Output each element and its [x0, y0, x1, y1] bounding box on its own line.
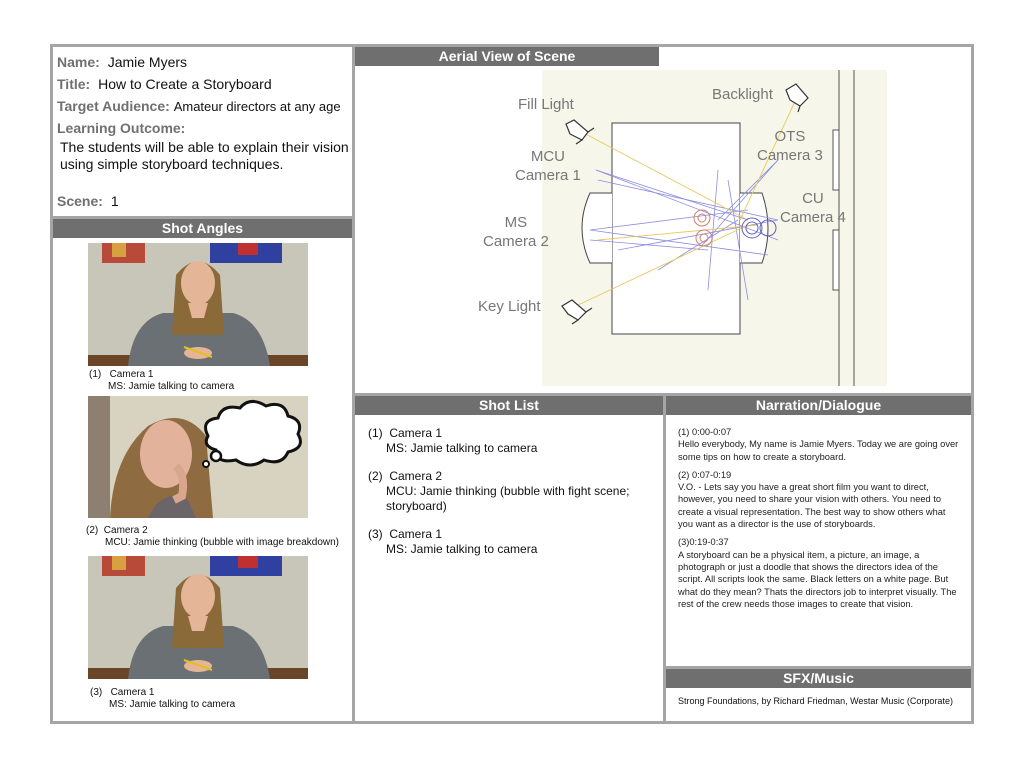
key-light-label: Key Light [478, 298, 541, 315]
left-divider [352, 47, 355, 721]
scene-row [57, 193, 119, 209]
shot-caption-2-desc: MCU: Jamie thinking (bubble with image breakdown) [105, 537, 339, 548]
name-row [57, 54, 187, 70]
shot-camera: Camera 2 [389, 469, 443, 483]
shot-list [368, 426, 653, 570]
shot-caption-2 [86, 525, 339, 549]
backlight-label: Backlight [712, 86, 773, 103]
outcome-text: The students will be able to explain their vision using simple storyboard techniques. [60, 139, 349, 172]
shot-desc: MS: Jamie talking to camera [386, 441, 538, 455]
narration-body: Hello everybody, My name is Jamie Myers. Today we are going over some tips on how to create a storyboard. [678, 439, 959, 462]
name-label: Name: [57, 54, 100, 70]
shot-photo-1 [88, 243, 308, 366]
cu-label: CU [802, 190, 824, 207]
sfx-header: SFX/Music [666, 669, 971, 688]
outcome-label: Learning Outcome: [57, 120, 186, 136]
mcu-label: MCU [530, 148, 566, 165]
aerial-header: Aerial View of Scene [355, 47, 659, 66]
camera2-label: Camera 2 [483, 233, 549, 250]
scene-value: 1 [110, 193, 119, 209]
shot-desc: MCU: Jamie thinking (bubble with fight scene; storyboard) [386, 484, 630, 513]
ots-label: OTS [774, 128, 806, 145]
audience-value: Amateur directors at any age [173, 99, 341, 114]
narration-body: A storyboard can be a physical item, a picture, an image, a photograph or just a doodle that shows the directors idea of the script. All scripts look the same. Black letters on a white page. But what do they mean? Thats the directors job to interpret visually. The rest of the crew needs those images to create that vision. [678, 549, 957, 609]
sfx-divider [664, 666, 971, 669]
narration-time: (3)0:19-0:37 [678, 537, 729, 548]
shot-caption-1 [89, 369, 234, 393]
narration-block [678, 426, 963, 463]
shot-list-item [368, 426, 653, 456]
ms-camera2-label [483, 213, 549, 251]
camera4-label: Camera 4 [780, 209, 846, 226]
narration-header: Narration/Dialogue [666, 396, 971, 415]
sfx-text: Strong Foundations, by Richard Friedman, Westar Music (Corporate) [678, 696, 953, 706]
shot-caption-3-num: (3) [90, 687, 103, 698]
shot-desc: MS: Jamie talking to camera [386, 542, 538, 556]
mcu-camera1-label [515, 147, 581, 185]
shot-num: (3) [368, 527, 383, 541]
narration-time: (1) 0:00-0:07 [678, 427, 732, 437]
aerial-diagram [478, 70, 898, 388]
shot-num: (1) [368, 426, 383, 440]
shot-caption-1-num: (1) [89, 369, 102, 380]
cu-camera4-label [780, 189, 846, 227]
ms-label: MS [504, 214, 528, 231]
audience-row [57, 98, 341, 114]
shot-list-item [368, 527, 653, 557]
camera3-label: Camera 3 [757, 147, 823, 164]
shot-list-item [368, 469, 653, 514]
narration-block [678, 536, 963, 610]
shot-angles-header: Shot Angles [53, 219, 352, 238]
shot-caption-1-camera: Camera 1 [109, 369, 154, 380]
ots-camera3-label [757, 127, 823, 165]
narration-text [678, 426, 963, 616]
shot-photo-2 [88, 396, 308, 518]
shot-caption-2-num: (2) [86, 525, 99, 536]
scene-label: Scene: [57, 193, 103, 209]
camera1-label: Camera 1 [515, 167, 581, 184]
shot-num: (2) [368, 469, 383, 483]
narration-block [678, 469, 963, 530]
narration-time: (2) 0:07-0:19 [678, 469, 732, 480]
fill-light-label: Fill Light [518, 96, 574, 113]
title-value: How to Create a Storyboard [98, 76, 272, 92]
shot-caption-2-camera: Camera 2 [103, 525, 148, 536]
audience-label: Target Audience: [57, 98, 170, 114]
shot-photo-3 [88, 556, 308, 679]
shot-camera: Camera 1 [389, 527, 443, 541]
shot-list-header: Shot List [355, 396, 663, 415]
shot-caption-3 [90, 687, 235, 711]
shot-caption-3-camera: Camera 1 [110, 687, 155, 698]
shot-caption-3-desc: MS: Jamie talking to camera [109, 699, 236, 710]
name-value: Jamie Myers [107, 54, 188, 70]
title-row [57, 76, 272, 92]
narration-body: V.O. - Lets say you have a great short film you want to direct, however, you need to share your vision with others. You need to create a visual representation. The best way to show others what you want as a director is the use of storyboards. [678, 482, 946, 530]
shot-camera: Camera 1 [389, 426, 443, 440]
shot-caption-1-desc: MS: Jamie talking to camera [108, 381, 235, 392]
title-label: Title: [57, 76, 91, 92]
outcome-label-row [57, 120, 185, 136]
